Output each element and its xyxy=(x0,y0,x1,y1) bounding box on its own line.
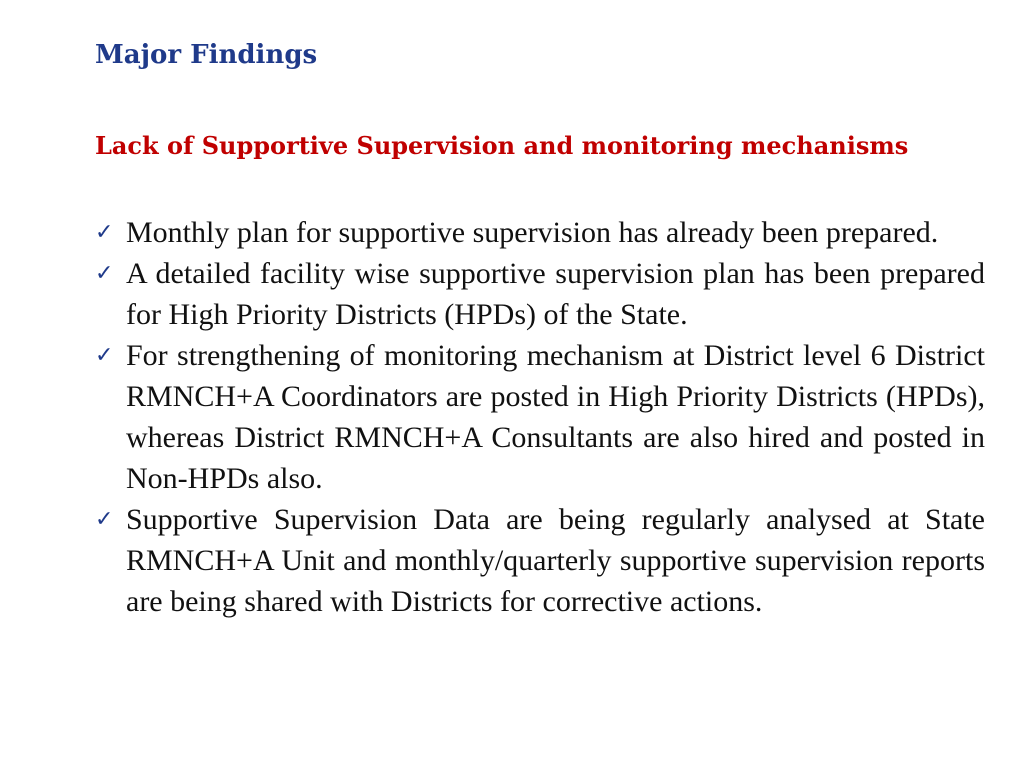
finding-item xyxy=(95,212,985,253)
check-icon: ✓ xyxy=(95,507,114,532)
finding-item xyxy=(95,335,985,499)
slide-title: Major Findings xyxy=(95,40,318,70)
check-icon: ✓ xyxy=(95,261,114,286)
slide-subtitle: Lack of Supportive Supervision and monitoring mechanisms xyxy=(95,131,909,160)
finding-text: Monthly plan for supportive supervision has already been prepared. xyxy=(126,216,939,249)
findings-list xyxy=(95,212,985,622)
check-icon: ✓ xyxy=(95,343,114,368)
finding-item xyxy=(95,253,985,335)
finding-text: A detailed facility wise supportive supervision plan has been prepared for High Priority Districts (HPDs) of the State. xyxy=(126,257,985,331)
check-icon: ✓ xyxy=(95,220,114,245)
finding-text: For strengthening of monitoring mechanism at District level 6 District RMNCH+A Coordinators are posted in High Priority Districts (HPDs), whereas District RMNCH+A Consultants are also hired and posted in Non-HPDs also. xyxy=(126,339,985,495)
finding-text: Supportive Supervision Data are being regularly analysed at State RMNCH+A Unit and monthly/quarterly supportive supervision reports are being shared with Districts for corrective actions. xyxy=(126,503,985,618)
finding-item xyxy=(95,499,985,622)
